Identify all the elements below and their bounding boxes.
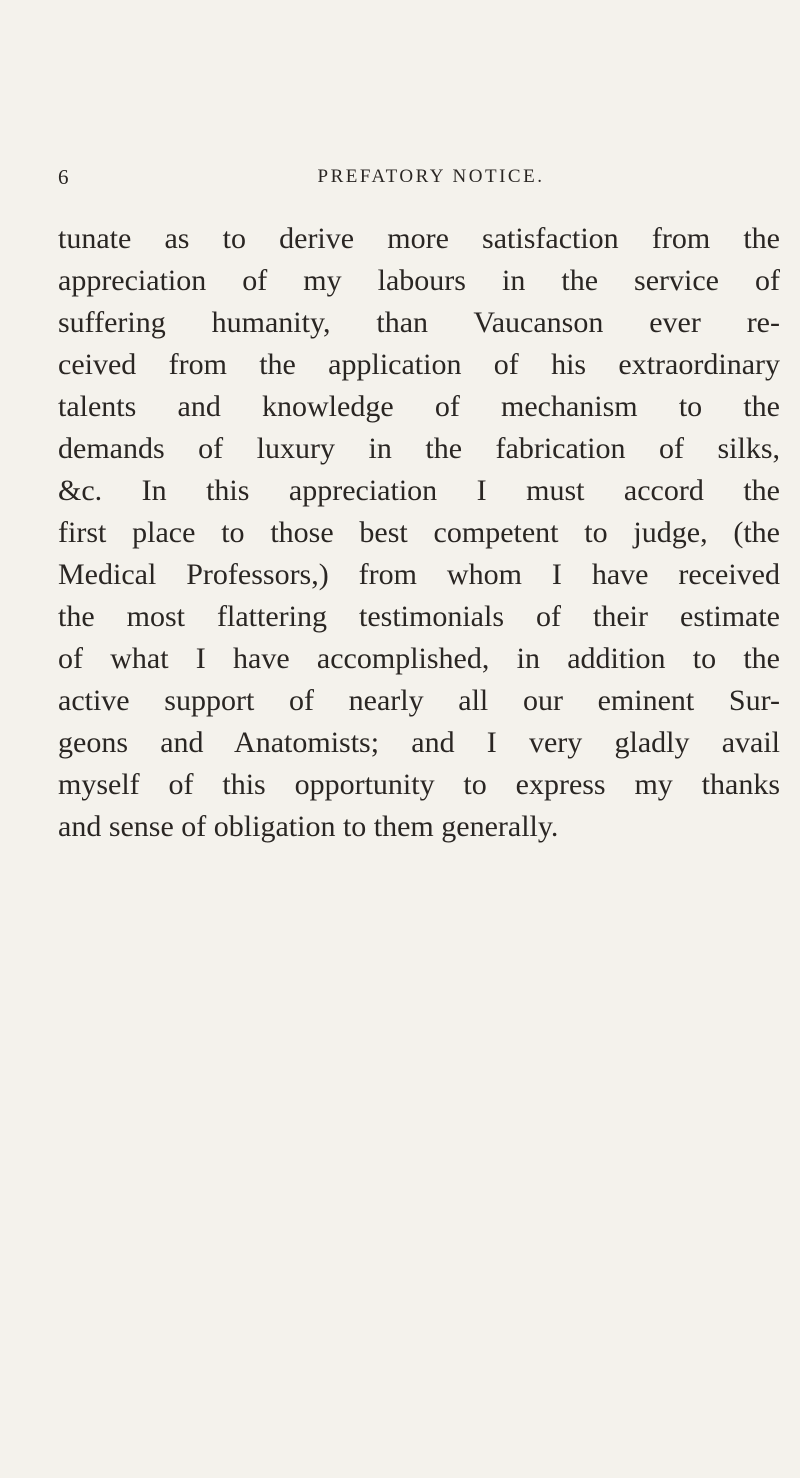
text-line: active support of nearly all our eminent Sur- [58, 684, 780, 717]
text-line: geons and Anatomists; and I very gladly avail [58, 726, 780, 759]
text-line: tunate as to derive more satisfaction from the [58, 222, 780, 255]
text-line: the most flattering testimonials of their estimate [58, 600, 780, 633]
text-line: Medical Professors,) from whom I have received [58, 558, 780, 591]
text-line: demands of luxury in the fabrication of silks, [58, 432, 780, 465]
text-line: suffering humanity, than Vaucanson ever re- [58, 306, 780, 339]
text-line: and sense of obligation to them generally. [58, 810, 559, 843]
text-line: talents and knowledge of mechanism to the [58, 390, 780, 423]
running-title: PREFATORY NOTICE. [317, 166, 545, 187]
running-head [58, 162, 780, 192]
text-line: first place to those best competent to judge, (the [58, 516, 780, 549]
text-line: of what I have accomplished, in addition to the [58, 642, 780, 675]
text-line: ceived from the application of his extraordinary [58, 348, 780, 381]
page-number: 6 [58, 165, 69, 189]
text-line: appreciation of my labours in the service of [58, 264, 780, 297]
body-text [58, 218, 780, 848]
text-line: myself of this opportunity to express my thanks [58, 768, 780, 801]
text-line: &c. In this appreciation I must accord the [58, 474, 780, 507]
